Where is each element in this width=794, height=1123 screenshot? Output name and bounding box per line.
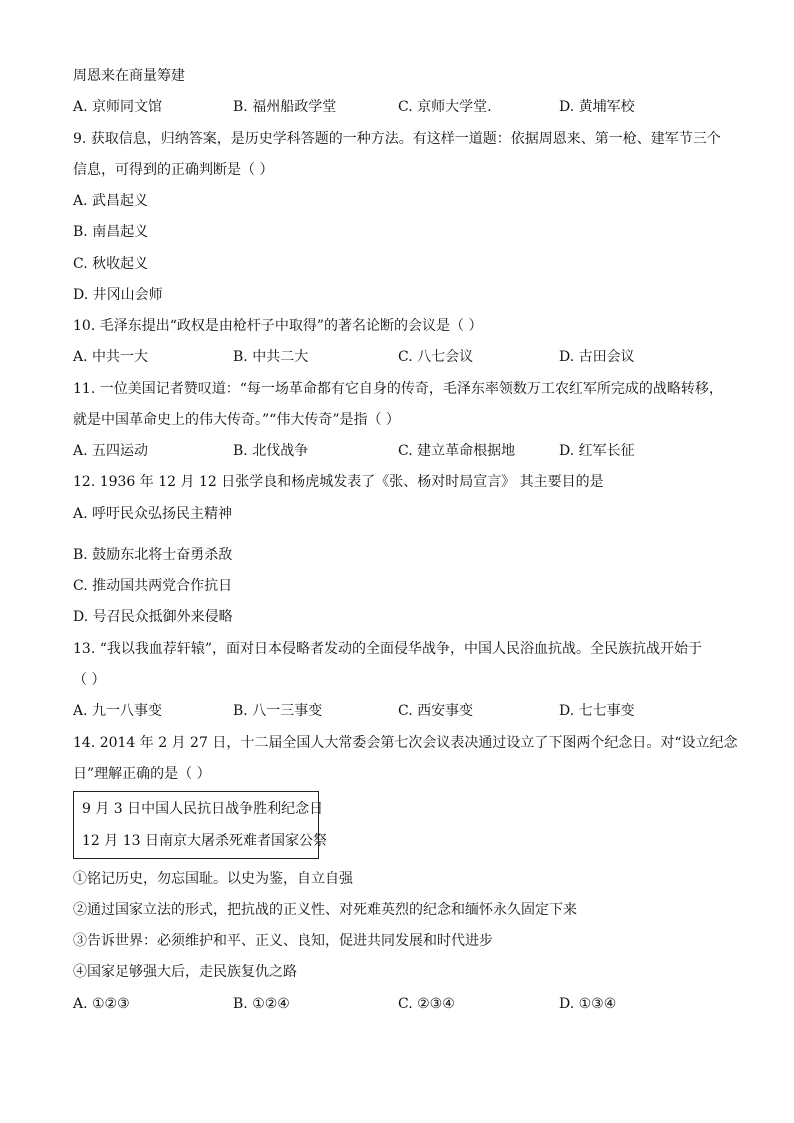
q14-options xyxy=(73,994,773,1014)
memorial-day-line: 9 月 3 日中国人民抗日战争胜利纪念日 xyxy=(82,801,324,817)
q11-option-c[interactable]: C. 建立革命根据地 xyxy=(398,443,516,459)
q13-option-a[interactable]: A. 九一八事变 xyxy=(73,703,163,719)
q14-option-b[interactable]: B. ①②④ xyxy=(233,996,290,1012)
q11-option-b[interactable]: B. 北伐战争 xyxy=(233,443,309,459)
q9-option-a[interactable]: A. 武昌起义 xyxy=(73,193,149,209)
q10-stem: 10. 毛泽东提出“政权是由枪杆子中取得”的著名论断的会议是（ ） xyxy=(73,318,483,334)
q11-option-a[interactable]: A. 五四运动 xyxy=(73,443,149,459)
memorial-days-box xyxy=(73,791,327,859)
q12-option-d[interactable]: D. 号召民众抵御外来侵略 xyxy=(73,609,233,625)
q9-option-b[interactable]: B. 南昌起义 xyxy=(73,224,149,240)
q11-options xyxy=(73,441,773,461)
q9-stem-line1: 9. 获取信息，归纳答案，是历史学科答题的一种方法。有这样一道题：依据周恩来、第一枪、建军节三个 xyxy=(73,131,721,147)
q14-stem-line2: 日”理解正确的是（ ） xyxy=(73,766,211,782)
q13-stem-line2: （ ） xyxy=(73,672,106,688)
q13-option-b[interactable]: B. 八一三事变 xyxy=(233,703,323,719)
q9-stem-line2: 信息，可得到的正确判断是（ ） xyxy=(73,162,274,178)
q9-option-c[interactable]: C. 秋收起义 xyxy=(73,256,149,272)
q10-option-d[interactable]: D. 古田会议 xyxy=(559,349,635,365)
q12-option-a[interactable]: A. 呼吁民众弘扬民主精神 xyxy=(73,506,233,522)
q14-option-a[interactable]: A. ①②③ xyxy=(73,996,130,1012)
q12-option-c[interactable]: C. 推动国共两党合作抗日 xyxy=(73,578,233,594)
q8-option-c[interactable]: C. 京师大学堂. xyxy=(398,99,492,115)
q14-stem-line1: 14. 2014 年 2 月 27 日，十二届全国人大常委会第七次会议表决通过设立了下图两个纪念日。对“设立纪念 xyxy=(73,735,738,751)
q13-option-d[interactable]: D. 七七事变 xyxy=(559,703,635,719)
q8-option-d[interactable]: D. 黄埔军校 xyxy=(559,99,635,115)
q14-option-d[interactable]: D. ①③④ xyxy=(559,996,617,1012)
q10-option-c[interactable]: C. 八七会议 xyxy=(398,349,474,365)
q14-option-c[interactable]: C. ②③④ xyxy=(398,996,455,1012)
memorial-day-line: 12 月 13 日南京大屠杀死难者国家公祭 xyxy=(82,833,327,849)
q11-stem-line1: 11. 一位美国记者赞叹道：“每一场革命都有它自身的传奇，毛泽东率领数万工农红军所完成的战略转移， xyxy=(73,381,723,397)
q13-option-c[interactable]: C. 西安事变 xyxy=(398,703,474,719)
q10-options xyxy=(73,347,773,367)
q11-option-d[interactable]: D. 红军长征 xyxy=(559,443,635,459)
q12-stem: 12. 1936 年 12 月 12 日张学良和杨虎城发表了《张、杨对时局宣言》 其主要目的是 xyxy=(73,474,604,490)
q9-option-d[interactable]: D. 井冈山会师 xyxy=(73,287,163,303)
q11-stem-line2: 就是中国革命史上的伟大传奇。”“伟大传奇”是指（ ） xyxy=(73,412,400,428)
q14-statement-2: ②通过国家立法的形式，把抗战的正义性、对死难英烈的纪念和缅怀永久固定下来 xyxy=(73,902,577,918)
q10-option-b[interactable]: B. 中共二大 xyxy=(233,349,309,365)
q8-stem: 周恩来在商量筹建 xyxy=(73,68,185,84)
q12-option-b[interactable]: B. 鼓励东北将士奋勇杀敌 xyxy=(73,547,233,563)
q13-stem-line1: 13. “我以我血荐轩辕”，面对日本侵略者发动的全面侵华战争，中国人民浴血抗战。全民族抗战开始于 xyxy=(73,641,703,657)
q8-option-b[interactable]: B. 福州船政学堂 xyxy=(233,99,337,115)
q13-options xyxy=(73,701,773,721)
q14-statement-3: ③告诉世界：必须维护和平、正义、良知，促进共同发展和时代进步 xyxy=(73,933,493,949)
q8-options xyxy=(73,97,773,117)
q14-statement-4: ④国家足够强大后，走民族复仇之路 xyxy=(73,964,297,980)
q8-option-a[interactable]: A. 京师同文馆 xyxy=(73,99,163,115)
q14-statement-1: ①铭记历史，勿忘国耻。以史为鉴，自立自强 xyxy=(73,871,353,887)
q10-option-a[interactable]: A. 中共一大 xyxy=(73,349,149,365)
